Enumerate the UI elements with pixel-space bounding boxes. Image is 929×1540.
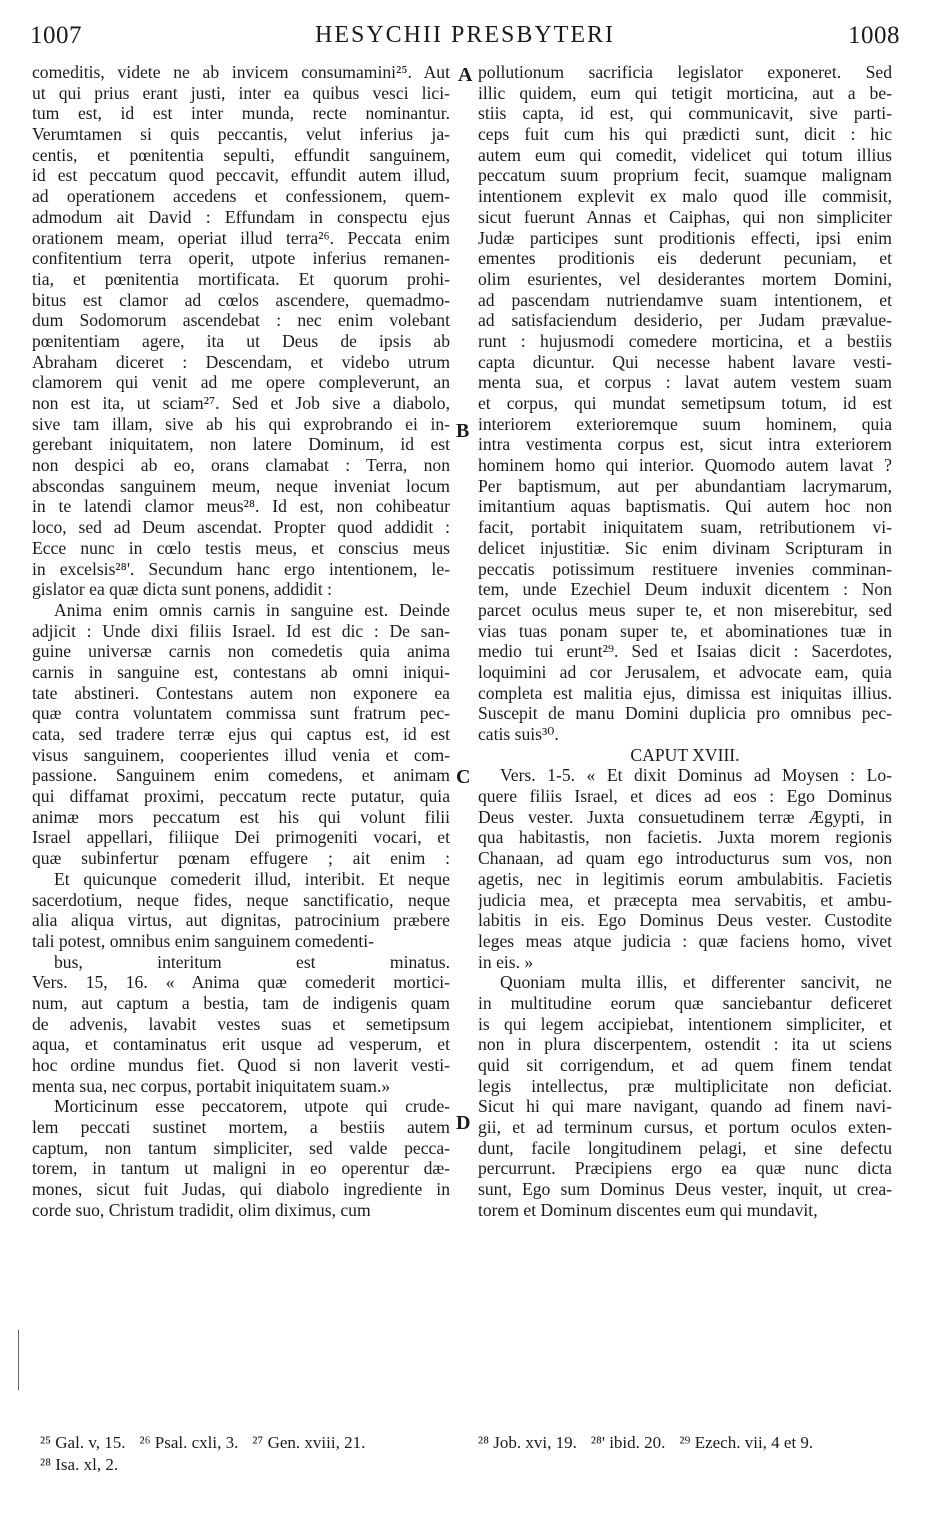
text-line: non in plura discerpentem, ostendit : ita ut sciens [478,1034,892,1055]
text-line: in excelsis²⁸'. Secundum hanc ergo intentionem, le- [32,558,450,579]
text-line: Morticinum esse peccatorem, utpote qui crude- [54,1096,450,1117]
text-line: menta sua, nec corpus, portabit iniquitatem suam.» [32,1075,391,1096]
text-line: intra vestimenta corpus est, sicut intra exteriorem [478,434,892,455]
text-line: hominem homo qui interior. Quomodo autem lavat ? [478,455,892,476]
footnote: ²⁸ Job. xvi, 19. [478,1433,577,1452]
text-line: orationem meam, operiat illud terra²⁶. Peccata enim [32,227,450,248]
margin-marker-b: B [456,420,470,442]
text-line: et corpus, qui mundat semetipsum totum, id est [478,393,892,413]
text-line: agetis, nec in legitimis eorum ambulabitis. Facietis [478,868,892,889]
text-line: comeditis, videte ne ab invicem consumamini²⁵. Aut [32,62,450,82]
text-line: Deus vester. Juxta consuetudinem terræ Ægypti, in [478,806,892,827]
text-line: passione. Sanguinem enim comedens, et animam [32,765,450,786]
text-line: pœnitentiam agere, ita ut Deus de ipsis ab [32,330,450,351]
text-line: ceps fuit cum his qui prædicti sunt, dicit : hic [478,124,892,145]
text-line: is qui legem accipiebat, intentionem simpliciter, et [478,1013,892,1034]
running-title: HESYCHII PRESBYTERI [314,22,616,48]
text-line: interiorem exterioremque suum hominem, quia [478,413,892,434]
text-line: ementes proditionis eis dederunt pecuniam, et [478,248,892,269]
right-page-number: 1008 [848,22,900,49]
text-line: abscondas sanguinem meum, neque inveniat locum [32,475,450,496]
text-line: centis, et pœnitentia sepulti, effundit sanguinem, [32,144,450,165]
text-line: Abraham diceret : Descendam, et videbo utrum [32,351,450,372]
text-line: menta sua, et corpus : lavat autem vestem suam [478,372,892,393]
text-line: aqua, et contaminatus erit usque ad vesperum, et [32,1034,450,1055]
text-line: torem et Dominum discentes eum qui mundavit, [478,1199,818,1220]
text-line: CAPUT XVIII. [630,744,740,765]
text-line: animæ mors peccatum est his qui volunt filii [32,806,450,827]
text-line: sive tam illam, sive ab his qui exprobrando ei in- [32,413,450,434]
text-line: Per baptismum, aut per abundantiam lacrymarum, [478,475,892,496]
text-line: capta dicuntur. Qui necesse habent lavare vesti- [478,351,892,372]
text-line: captum, non tantum simpliciter, sed valde pecca- [32,1137,450,1158]
text-line: quæ contra voluntatem commissa sunt fratrum pec- [32,703,450,724]
margin-marker-a: A [458,64,473,86]
footnotes-right [478,1432,898,1454]
text-line: percurrunt. Præcipiens ergo ea quæ nunc dicta [478,1158,892,1179]
footnotes-left [40,1432,460,1476]
text-line: adjicit : Unde dixi filiis Israel. Id est dic : De san- [32,620,450,641]
margin-marker-d: D [456,1112,471,1134]
text-line: hoc ordine mundus fiet. Quod si non laverit vesti- [32,1055,450,1075]
text-line: cata, sed tradere terræ ejus qui captus est, id est [32,724,450,744]
footnote: ²⁷ Gen. xviii, 21. [252,1433,366,1452]
text-line: carnis in sanguine est, contestans ab omni iniqui- [32,661,450,682]
text-line: Verumtamen si quis peccantis, velut inferius ja- [32,124,450,145]
text-line: non despici ab eo, orans clamabat : Terra, non [32,455,450,476]
text-line: gerebant iniquitatem, non latere Dominum, id est [32,434,450,455]
text-line: tia, et pœnitentia mortificata. Et quorum prohi- [32,268,450,289]
text-line: confitentium terra operit, utpote inferius remanen- [32,248,450,269]
text-line: gislator ea quæ dicta sunt ponens, addidit : [32,579,333,600]
text-line: qui diffamat proximi, peccatum recte putatur, quia [32,786,450,807]
text-line: dum Sodomorum ascendebat : nec enim volebant [32,310,450,331]
text-line: completa est malitia ejus, dimissa est iniquitas illius. [478,682,892,703]
footnote: ²⁵ Gal. v, 15. [40,1433,126,1452]
text-line: Vers. 15, 16. « Anima quæ comederit mortici- [32,972,450,993]
text-line: ad operationem accedens et confessionem, quem- [32,186,450,207]
page-header [30,6,900,56]
left-page-number: 1007 [30,22,82,49]
text-line: sacerdotium, neque fides, neque sanctificatio, neque [32,889,450,910]
text-line: ad satisfaciendum desiderio, per Judam prævalue- [478,310,892,331]
text-line: pollutionum sacrificia legislator exponeret. Sed [478,62,892,82]
text-line: autem eum qui comedit, videlicet qui totum illius [478,144,892,165]
text-line: sunt, Ego sum Dominus Deus vester, inquit, ut crea- [478,1179,892,1200]
text-line: in te latendi clamor meus²⁸. Id est, non cohibeatur [32,496,450,517]
text-line: clamorem qui venit ad me opere compleverunt, an [32,372,450,393]
text-line: gii, et ad terminum cursus, et portum oculos exten- [478,1117,892,1138]
text-line: tali potest, omnibus enim sanguinem comedenti- [32,930,375,951]
text-line: peccatis potissimum restituere invenies comminan- [478,558,892,579]
text-line: dunt, facile longitudinem pelagi, et sine defectu [478,1137,892,1158]
text-line: peccatum suum proprium fecit, suamque malignam [478,165,892,186]
right-column [478,62,892,1221]
text-line: torem, in tantum ut maligni in eo operentur dæ- [32,1158,450,1179]
text-line: non est ita, ut sciam²⁷. Sed et Job sive a diabolo, [32,393,450,413]
text-line: Anima enim omnis carnis in sanguine est. Deinde [54,599,450,620]
text-line: mones, sicut fuit Judas, qui diabolo ingrediente in [32,1179,450,1200]
text-line: qua habitastis, non facietis. Juxta morem regionis [478,827,892,848]
text-line: sicut fuerunt Annas et Caiphas, qui non simpliciter [478,206,892,227]
text-line: corde suo, Christum tradidit, olim diximus, cum [32,1199,371,1220]
text-line: delicet injustitiæ. Sic enim divinam Scripturam in [478,537,892,558]
text-line: facit, portabit iniquitatem suam, retributionem vi- [478,517,892,538]
text-line: Sicut hi qui mare navigant, quando ad finem navi- [478,1096,892,1117]
text-line: bitus est clamor ad cœlos ascendere, quemadmo- [32,289,450,310]
text-line: medio tui erunt²⁹. Sed et Isaias dicit : Sacerdotes, [478,641,892,662]
text-line: visus sanguinem, cooperientes illud venia et com- [32,744,450,765]
text-line: Ecce nunc in cœlo testis meus, et conscius meus [32,537,450,558]
margin-marker-c: C [456,766,471,788]
text-line: Et quicunque comederit illud, interibit. Et neque [54,868,450,889]
text-line: judicia mea, et præcepta mea servabitis, et ambu- [478,889,892,910]
text-line: loco, sed ad Deum ascendat. Propter quod addidit : [32,517,450,538]
footnote: ²⁹ Ezech. vii, 4 et 9. [679,1433,814,1452]
text-line: parcet oculus meus super te, et non miserebitur, sed [478,599,892,620]
footnote: ²⁶ Psal. cxli, 3. [139,1433,239,1452]
text-line: labitis in eis. Ego Dominus Deus vester. Custodite [478,910,892,931]
text-line: Vers. 1-5. « Et dixit Dominus ad Moysen : Lo- [500,765,892,786]
text-line: illic quidem, eum qui tetigit morticina, aut a be- [478,82,892,103]
text-line: Israel appellari, filiique Dei primogeniti vocari, et [32,827,450,848]
footnote: ²⁸' ibid. 20. [590,1433,666,1452]
text-line: de advenis, lavabit vestes suas et semetipsum [32,1013,450,1034]
text-line: olim esurientes, vel desiderantes mortem Domini, [478,268,892,289]
text-line: ad pascendam nutriendamve suam intentionem, et [478,289,892,310]
text-line: bus, interitum est minatus. [54,951,450,972]
text-line: lem peccati sustinet mortem, a bestiis autem [32,1117,450,1138]
text-line: vias tuas ponam super te, et abominationes tuæ in [478,620,892,641]
text-line: quid sit corrigendum, et ad quem finem tendat [478,1055,892,1075]
text-line: quere filiis Israel, et dices ad eos : Ego Dominus [478,786,892,807]
text-line: ut qui prius erant justi, inter ea quibus vesci lici- [32,82,450,103]
text-line: intentionem explevit ex malo quod ille commisit, [478,186,892,207]
text-line: quæ subinfertur pœnam effugere ; ait enim : [32,848,450,869]
text-line: tate abstineri. Contestans autem non exponere ea [32,682,450,703]
text-line: id est peccatum quod peccavit, effundit autem illud, [32,165,450,186]
text-line: Suscepit de manu Domini duplicia pro omnibus pec- [478,703,892,724]
text-line: Judæ participes sunt proditionis effecti, ipsi enim [478,227,892,248]
text-line: alia aliqua virtus, aut dignitas, patrocinium præbere [32,910,450,931]
text-line: in multitudine eorum quæ sanciebantur deficeret [478,992,892,1013]
left-column [32,62,450,1221]
text-line: stiis capta, id est, qui communicavit, sive parti- [478,103,892,124]
text-line: leges meas atque judicia : quæ faciens homo, vivet [478,930,892,951]
text-line: num, aut captum a bestia, tam de indigenis quam [32,992,450,1013]
text-line: runt : hujusmodi comedere morticina, et a bestiis [478,330,892,351]
text-line: legis intellectus, præ multiplicitate non deficiat. [478,1075,892,1096]
text-line: Quoniam multa illis, et differenter sancivit, ne [500,972,892,993]
text-line: imitantium aquas baptismatis. Qui autem hoc non [478,496,892,517]
text-line: tum est, id est inter munda, recte nominantur. [32,103,450,124]
text-line: tem, unde Ezechiel Deum induxit dicentem : Non [478,579,892,600]
text-line: in eis. » [478,951,534,972]
footnote: ²⁸ Isa. xl, 2. [40,1455,119,1474]
text-line: admodum ait David : Effundam in conspectu ejus [32,206,450,227]
text-line: Chanaan, ad quam ego introducturus sum vos, non [478,848,892,869]
margin-rule [18,1330,19,1390]
text-line: catis suis³⁰. [478,724,559,744]
text-line: guine universæ carnis non comedetis quia anima [32,641,450,662]
text-line: loquimini ad cor Jerusalem, et advocate eam, quia [478,661,892,682]
